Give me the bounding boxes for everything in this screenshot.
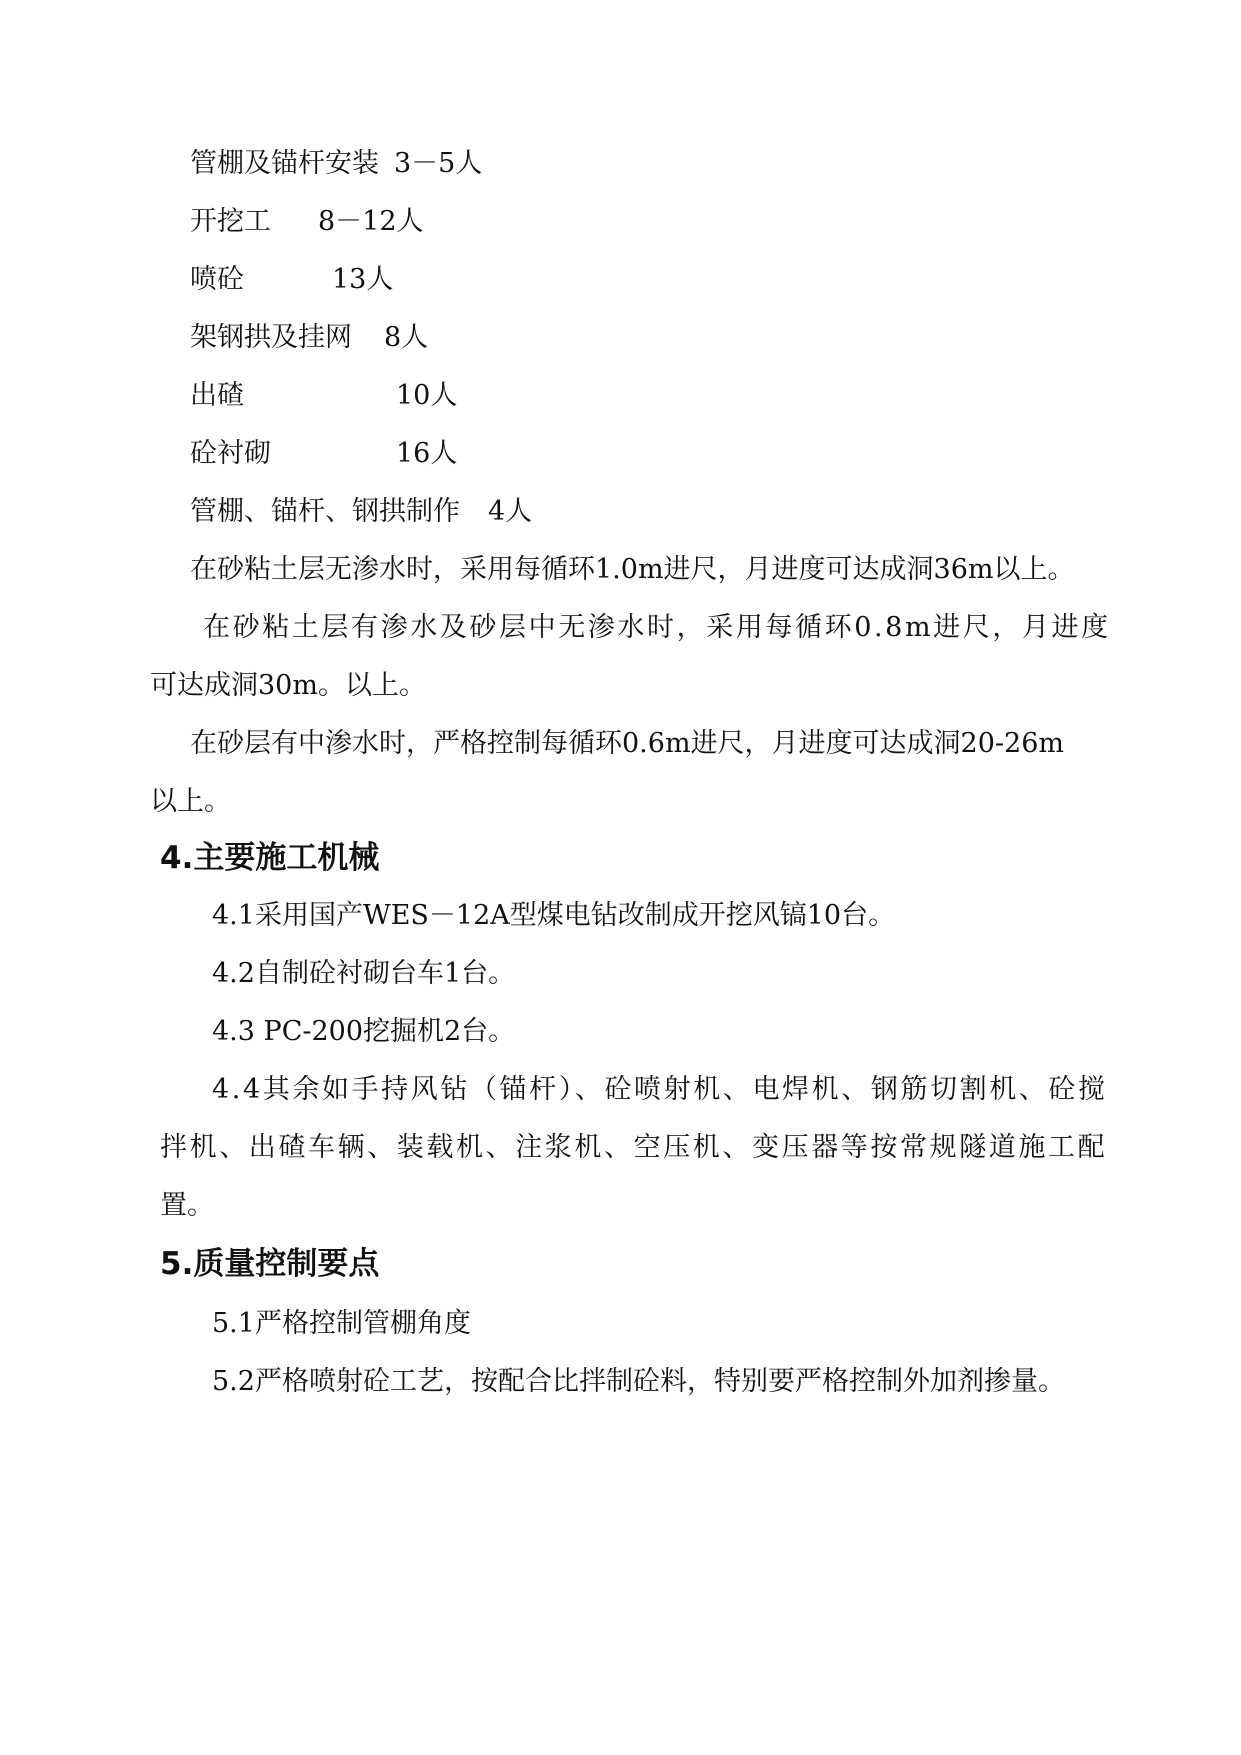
staff-count-fabrication: 4人 <box>488 496 533 527</box>
section-4-item-1: 4.1采用国产WES－12A型煤电钻改制成开挖风镐10台。 <box>212 900 896 931</box>
staff-role-lining: 砼衬砌 <box>190 438 271 469</box>
staff-count-shotcrete: 13人 <box>332 264 394 295</box>
section-5-item-1: 5.1严格控制管棚角度 <box>212 1308 471 1339</box>
staff-role-mucking: 出碴 <box>190 380 244 411</box>
section-4-item-4-line-3: 置。 <box>160 1190 214 1221</box>
progress-paragraph-2-line-2: 可达成洞30m。以上。 <box>150 670 426 701</box>
staff-role-steel-arch: 架钢拱及挂网 <box>190 322 352 353</box>
section-5-item-2: 5.2严格喷射砼工艺，按配合比拌制砼料，特别要严格控制外加剂掺量。 <box>212 1366 1065 1397</box>
section-4-item-2: 4.2自制砼衬砌台车1台。 <box>212 958 516 989</box>
section-5-heading: 5.质量控制要点 <box>160 1246 380 1282</box>
section-4-item-4-line-1: 4.4其余如手持风钻（锚杆）、砼喷射机、电焊机、钢筋切割机、砼搅 <box>212 1074 1108 1105</box>
staff-role-excavation: 开挖工 <box>190 206 271 237</box>
staff-count-excavation: 8－12人 <box>318 206 424 237</box>
progress-paragraph-1: 在砂粘土层无渗水时，采用每循环1.0m进尺，月进度可达成洞36m以上。 <box>190 554 1075 585</box>
section-4-heading: 4.主要施工机械 <box>160 840 380 876</box>
staff-count-lining: 16人 <box>396 438 458 469</box>
progress-paragraph-2-line-1: 在砂粘土层有渗水及砂层中无渗水时，采用每循环0.8m进尺，月进度 <box>203 612 1111 643</box>
staff-count-steel-arch: 8人 <box>384 322 429 353</box>
section-4-item-4-line-2: 拌机、出碴车辆、装载机、注浆机、空压机、变压器等按常规隧道施工配 <box>160 1132 1108 1163</box>
section-4-item-3: 4.3 PC-200挖掘机2台。 <box>212 1016 516 1047</box>
progress-paragraph-3-line-2: 以上。 <box>150 786 231 817</box>
staff-role-fabrication: 管棚、锚杆、钢拱制作 <box>190 496 460 527</box>
staff-count-pipe-anchor: 3－5人 <box>394 148 483 179</box>
staff-count-mucking: 10人 <box>396 380 458 411</box>
staff-role-shotcrete: 喷砼 <box>190 264 244 295</box>
staff-role-pipe-anchor: 管棚及锚杆安装 <box>190 148 379 179</box>
progress-paragraph-3-line-1: 在砂层有中渗水时，严格控制每循环0.6m进尺，月进度可达成洞20-26m <box>190 728 1064 759</box>
